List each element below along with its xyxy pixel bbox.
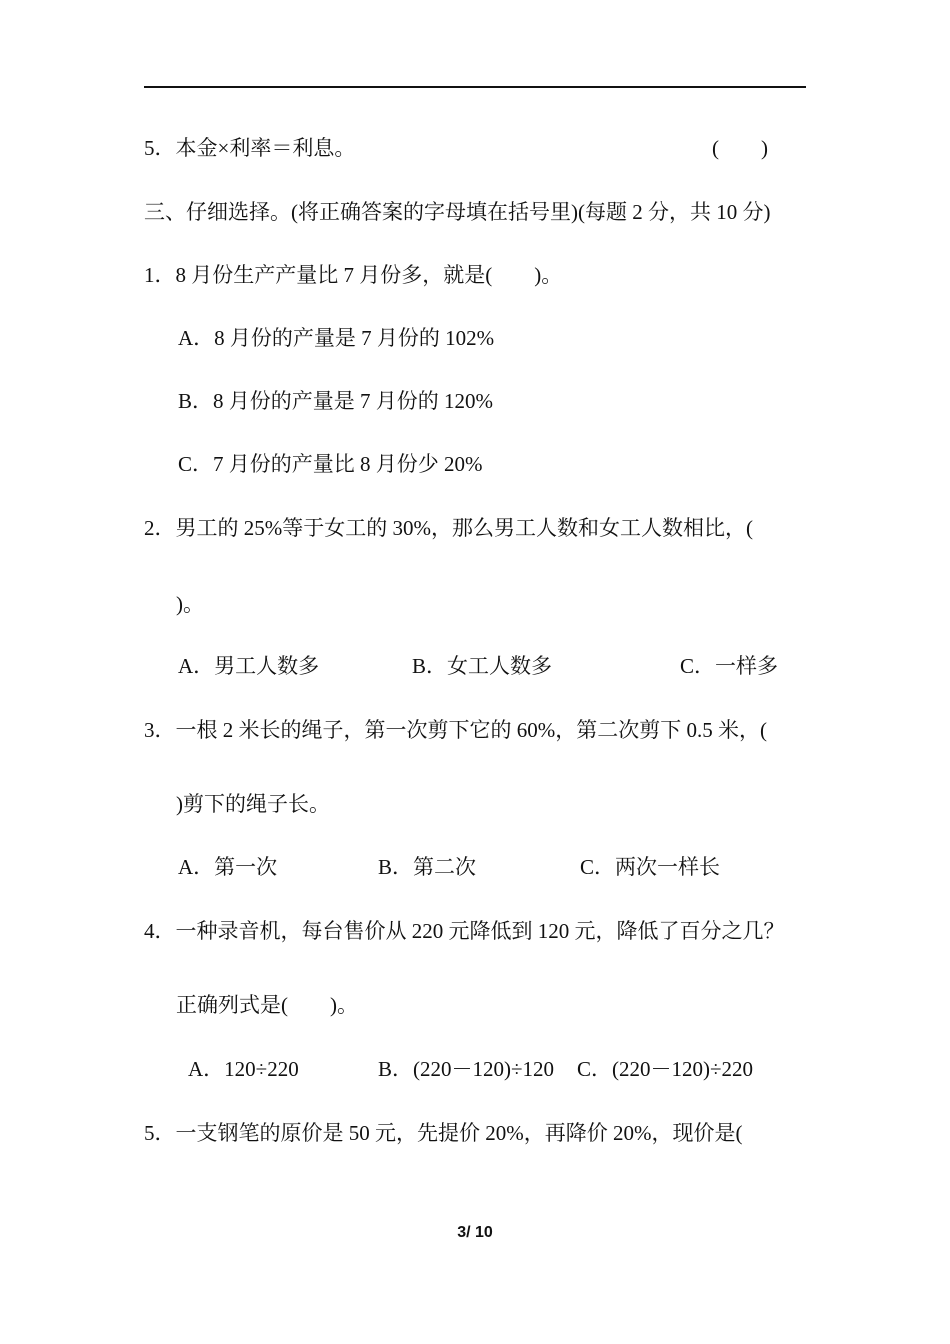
page-number: 3/ 10: [457, 1224, 493, 1241]
answer-paren: ( ): [712, 136, 768, 160]
question-4-stem-line2: 正确列式是( )。: [176, 993, 358, 1017]
question-4-option-a: A．120÷220: [188, 1057, 299, 1081]
question-3-option-b: B．第二次: [378, 855, 477, 879]
question-2-option-a: A．男工人数多: [178, 654, 320, 678]
question-2-stem-line1: 2．男工的 25%等于女工的 30%，那么男工人数和女工人数相比，(: [144, 516, 753, 540]
question-5-stem-line1: 5．一支钢笔的原价是 50 元，先提价 20%，再降价 20%，现价是(: [144, 1121, 743, 1145]
question-4-option-c: C．(220－120)÷220: [577, 1057, 754, 1081]
question-2-option-c: C．一样多: [680, 654, 779, 678]
header-rule: [144, 86, 806, 88]
section-3-heading: 三、仔细选择。(将正确答案的字母填在括号里)(每题 2 分，共 10 分): [144, 200, 771, 224]
judge-item-5: 5．本金×利率＝利息。: [144, 136, 356, 160]
question-1-option-c: C．7 月份的产量比 8 月份少 20%: [178, 452, 483, 476]
question-3-stem-line2: )剪下的绳子长。: [176, 792, 330, 816]
question-1-option-b: B．8 月份的产量是 7 月份的 120%: [178, 389, 493, 413]
question-3-stem-line1: 3．一根 2 米长的绳子，第一次剪下它的 60%，第二次剪下 0.5 米，(: [144, 718, 767, 742]
question-4-option-b: B．(220－120)÷120: [378, 1057, 555, 1081]
question-2-option-b: B．女工人数多: [412, 654, 553, 678]
question-3-option-a: A．第一次: [178, 855, 278, 879]
question-1-option-a: A．8 月份的产量是 7 月份的 102%: [178, 326, 495, 350]
question-3-option-c: C．两次一样长: [580, 855, 721, 879]
question-2-stem-line2: )。: [176, 592, 204, 616]
question-1-stem: 1．8 月份生产产量比 7 月份多，就是( )。: [144, 263, 563, 287]
question-4-stem-line1: 4．一种录音机，每台售价从 220 元降低到 120 元，降低了百分之几？: [144, 919, 785, 943]
